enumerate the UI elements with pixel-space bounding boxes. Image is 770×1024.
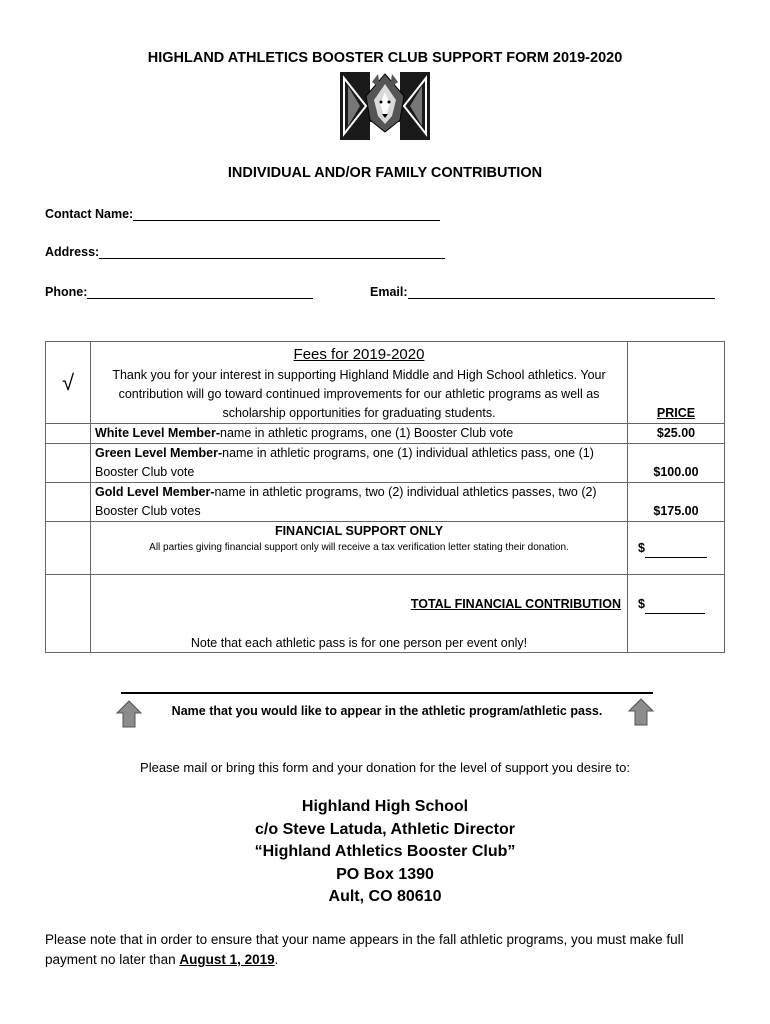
fees-intro: Thank you for your interest in supporting Highland Middle and High School athletics. Your contribution will go toward continued improvements for our athletic programs as well as scholarship opportunities for graduating students. xyxy=(112,368,606,420)
address-label: Address: xyxy=(45,245,100,259)
contact-name-field[interactable] xyxy=(45,207,440,221)
green-level-checkbox[interactable] xyxy=(46,444,91,483)
table-row xyxy=(46,483,725,522)
total-label: TOTAL FINANCIAL CONTRIBUTION xyxy=(410,597,621,611)
address-line: Highland High School xyxy=(301,798,469,815)
price-header: PRICE xyxy=(656,406,696,420)
form-title: HIGHLAND ATHLETICS BOOSTER CLUB SUPPORT FORM 2019-2020 xyxy=(147,50,623,66)
phone-label: Phone: xyxy=(45,285,88,299)
total-line[interactable] xyxy=(645,601,705,614)
table-row xyxy=(46,522,725,575)
address-line: PO Box 1390 xyxy=(336,865,434,883)
note-prefix: Please note that in order to ensure that your name appears in the fall athletic programs, you must make full payment no later than xyxy=(45,932,684,967)
email-field[interactable] xyxy=(370,285,715,299)
white-level-desc xyxy=(91,424,628,444)
check-symbol: √ xyxy=(61,370,75,395)
up-arrow-icon xyxy=(628,698,654,726)
email-line[interactable] xyxy=(408,286,715,299)
note-suffix: . xyxy=(274,952,279,967)
fees-table xyxy=(45,341,725,653)
table-header-row xyxy=(46,342,725,424)
payment-deadline-note xyxy=(45,930,735,970)
level-desc: name in athletic programs, one (1) Booster Club vote xyxy=(220,426,514,440)
level-desc: name in athletic programs, one (1) individual athletics pass, one (1) Booster Club vote xyxy=(95,446,594,479)
address-line[interactable] xyxy=(99,246,445,259)
deadline-date: August 1, 2019 xyxy=(179,952,275,967)
financial-support-desc xyxy=(91,522,628,575)
address-line: “Highland Athletics Booster Club” xyxy=(254,843,516,860)
mail-instruction: Please mail or bring this form and your donation for the level of support you desire to: xyxy=(140,760,630,775)
total-amount[interactable] xyxy=(628,575,725,653)
level-name: White Level Member- xyxy=(95,426,221,440)
highland-husky-logo xyxy=(338,70,432,142)
contact-name-line[interactable] xyxy=(133,208,440,221)
gold-level-desc xyxy=(91,483,628,522)
program-name-line[interactable] xyxy=(121,692,653,694)
financial-support-note: All parties giving financial support only will receive a tax verification letter stating their donation. xyxy=(149,542,569,553)
white-level-price: $25.00 xyxy=(628,424,725,444)
phone-field[interactable] xyxy=(45,285,313,299)
table-row xyxy=(46,444,725,483)
check-column-header xyxy=(46,342,91,424)
address-line: c/o Steve Latuda, Athletic Director xyxy=(255,820,515,838)
level-desc: name in athletic programs, two (2) individual athletics passes, two (2) Booster Club votes xyxy=(95,485,597,518)
fees-heading: Fees for 2019-2020 xyxy=(293,346,425,363)
table-row xyxy=(46,575,725,653)
financial-support-checkbox[interactable] xyxy=(46,522,91,575)
table-row xyxy=(46,424,725,444)
financial-support-amount[interactable] xyxy=(628,522,725,575)
mailing-address xyxy=(0,796,770,909)
dollar-sign: $ xyxy=(638,540,645,555)
level-name: Green Level Member- xyxy=(95,446,223,460)
form-subtitle: INDIVIDUAL AND/OR FAMILY CONTRIBUTION xyxy=(227,165,543,181)
green-level-price: $100.00 xyxy=(628,444,725,483)
price-header-cell xyxy=(628,342,725,424)
dollar-sign: $ xyxy=(638,597,645,611)
level-name: Gold Level Member- xyxy=(95,485,215,499)
email-label: Email: xyxy=(370,285,408,299)
program-name-caption: Name that you would like to appear in the athletic program/athletic pass. xyxy=(171,704,603,718)
total-desc xyxy=(91,575,628,653)
address-field[interactable] xyxy=(45,245,445,259)
white-level-checkbox[interactable] xyxy=(46,424,91,444)
contact-name-label: Contact Name: xyxy=(45,207,134,221)
gold-level-checkbox[interactable] xyxy=(46,483,91,522)
gold-level-price: $175.00 xyxy=(628,483,725,522)
fees-description-header xyxy=(91,342,628,424)
phone-line[interactable] xyxy=(87,286,313,299)
total-check-cell xyxy=(46,575,91,653)
green-level-desc xyxy=(91,444,628,483)
pass-note: Note that each athletic pass is for one person per event only! xyxy=(190,636,528,650)
financial-support-line[interactable] xyxy=(645,545,707,558)
financial-support-title: FINANCIAL SUPPORT ONLY xyxy=(274,524,444,538)
address-line: Ault, CO 80610 xyxy=(328,888,442,905)
